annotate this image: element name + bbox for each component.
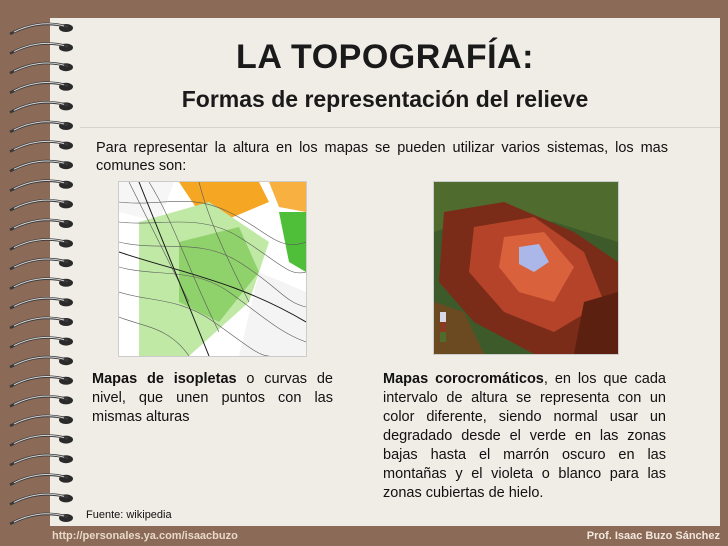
chorochromatic-caption-title: Mapas corocromáticos <box>383 371 544 387</box>
spiral-ring-icon <box>10 475 73 485</box>
page-subtitle: Formas de representación del relieve <box>181 86 589 112</box>
spiral-ring-icon <box>10 161 73 171</box>
notebook-rings <box>0 0 90 546</box>
spiral-ring-icon <box>10 396 73 406</box>
spiral-ring-icon <box>10 455 73 465</box>
chorochromatic-caption-text: , en los que cada intervalo de altura se representa con un color diferente, siendo normal usar un degradado desde el verde en las zonas bajas hasta el marrón oscuro en las montañas y el violeta o blanco para las zonas cubiertas de hielo. <box>383 371 666 501</box>
isopleth-caption-title: Mapas de isopletas <box>92 371 237 387</box>
chorochromatic-map-image <box>433 181 619 355</box>
spiral-ring-icon <box>10 220 73 230</box>
isopleth-map-image <box>118 181 307 357</box>
chorochromatic-caption <box>383 370 666 503</box>
spiral-ring-icon <box>10 514 73 524</box>
page-title: LA TOPOGRAFÍA: <box>236 38 534 76</box>
spiral-ring-icon <box>10 239 73 249</box>
spiral-ring-icon <box>10 318 73 328</box>
isopleth-caption-text: o curvas de nivel, que unen puntos con las mismas alturas <box>92 371 333 425</box>
isopleth-caption <box>92 370 333 427</box>
spiral-ring-icon <box>10 259 73 269</box>
spiral-ring-icon <box>10 357 73 367</box>
source-credit: Fuente: wikipedia <box>86 509 172 521</box>
spiral-ring-icon <box>10 141 73 151</box>
spiral-ring-icon <box>10 298 73 308</box>
spiral-ring-icon <box>10 122 73 132</box>
spiral-ring-icon <box>10 279 73 289</box>
spiral-ring-icon <box>10 416 73 426</box>
spiral-ring-icon <box>10 24 73 34</box>
title-divider <box>80 127 720 128</box>
spiral-ring-icon <box>10 377 73 387</box>
spiral-ring-icon <box>10 200 73 210</box>
footer-author: Prof. Isaac Buzo Sánchez <box>586 530 720 542</box>
spiral-ring-icon <box>10 337 73 347</box>
intro-text: Para representar la altura en los mapas se pueden utilizar varios sistemas, los mas comunes son: <box>96 140 668 174</box>
footer-url-link[interactable]: http://personales.ya.com/isaacbuzo <box>52 530 238 542</box>
spiral-ring-icon <box>10 435 73 445</box>
spiral-ring-icon <box>10 494 73 504</box>
spiral-ring-icon <box>10 181 73 191</box>
